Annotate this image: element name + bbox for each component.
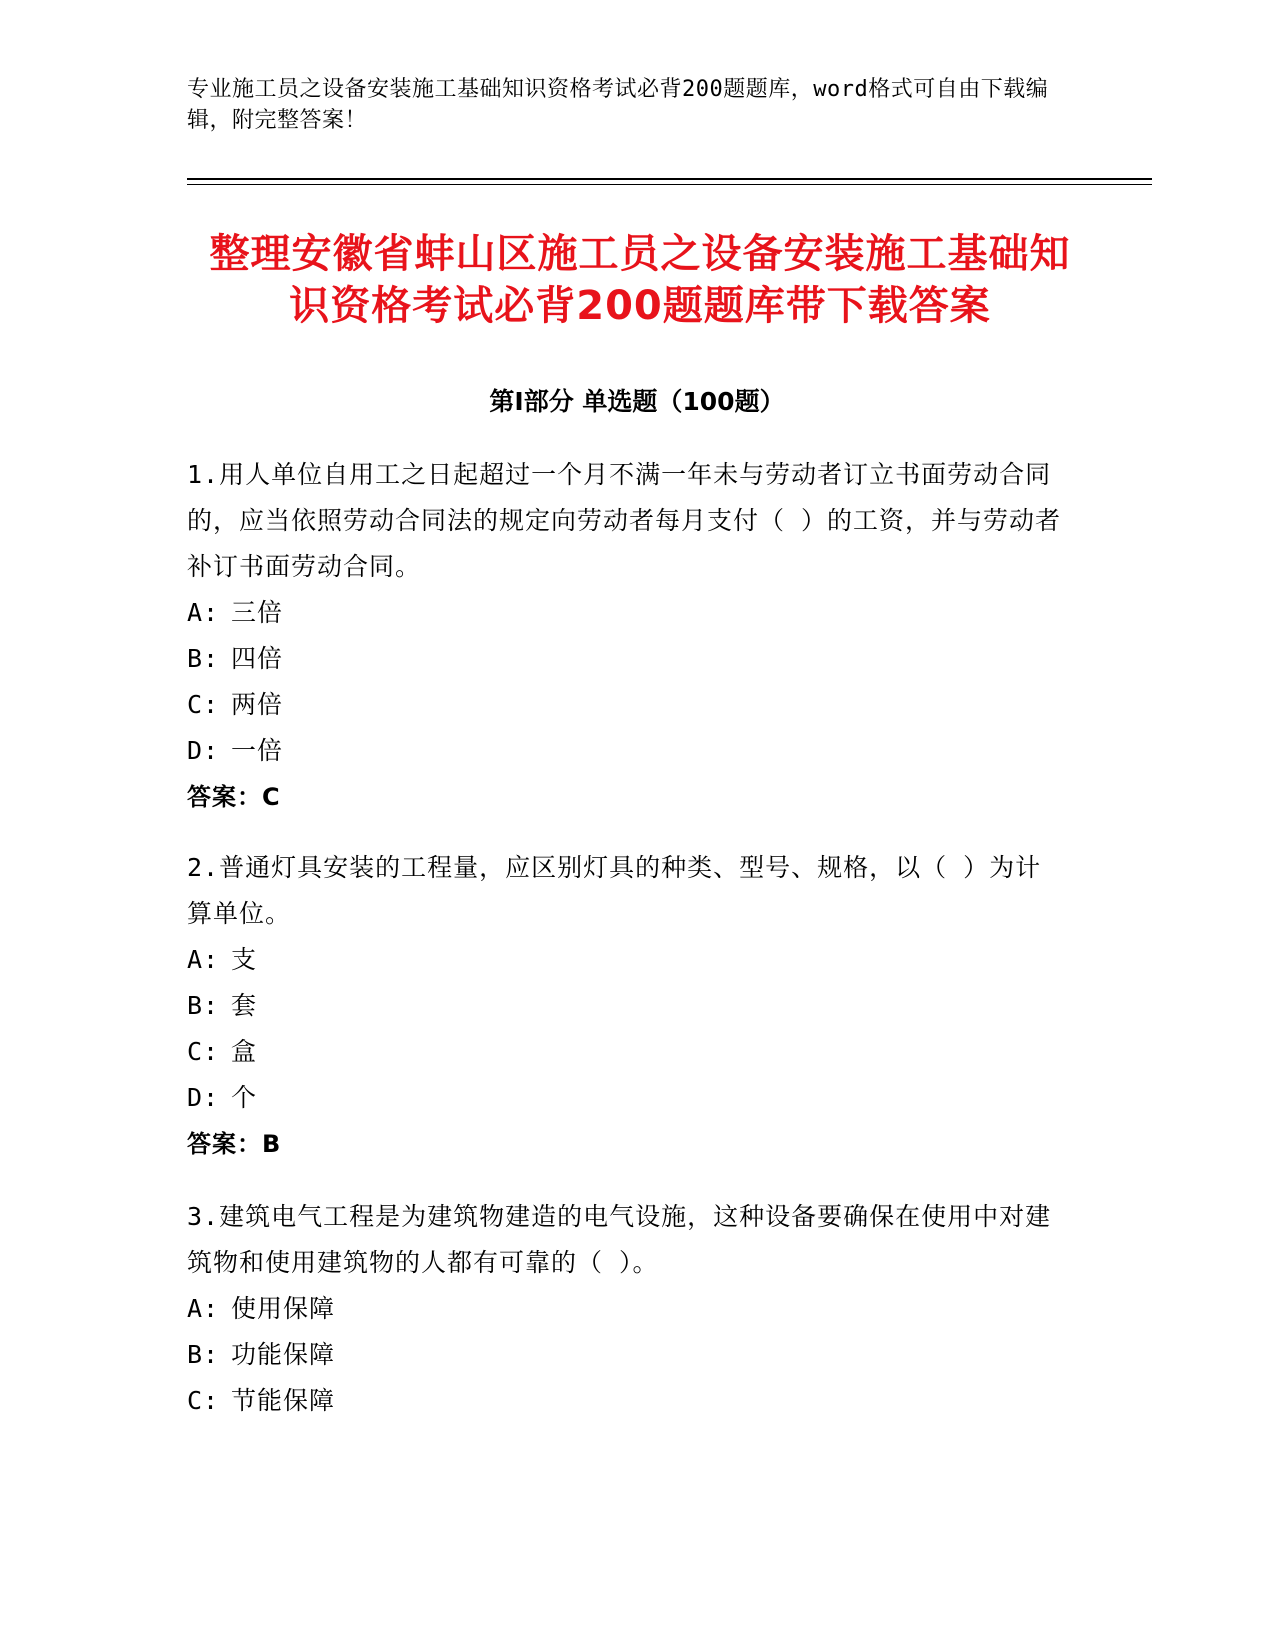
option-letter: C:	[187, 690, 220, 719]
option-letter: C:	[187, 1037, 220, 1066]
question-1	[187, 452, 1067, 820]
option-text: 两倍	[231, 690, 284, 719]
option-text: 个	[231, 1083, 258, 1112]
answer-line: 答案：B	[187, 1130, 282, 1158]
option-a	[187, 1286, 1067, 1332]
header-divider-thin	[187, 184, 1152, 185]
option-b	[187, 636, 1067, 682]
question-2	[187, 845, 1067, 1167]
option-letter: C:	[187, 1386, 220, 1415]
section-heading: 第Ⅰ部分 单选题（100题）	[489, 387, 785, 416]
document-title: 整理安徽省蚌山区施工员之设备安装施工基础知识资格考试必背200题题库带下载答案	[209, 231, 1071, 329]
option-text: 盒	[231, 1037, 258, 1066]
answer-line: 答案：C	[187, 783, 281, 811]
option-text: 节能保障	[231, 1386, 336, 1415]
option-letter: A:	[187, 945, 220, 974]
question-stem: 1.用人单位自用工之日起超过一个月不满一年未与劳动者订立书面劳动合同的，应当依照劳动合同法的规定向劳动者每月支付（ ）的工资，并与劳动者补订书面劳动合同。	[187, 460, 1062, 581]
option-text: 支	[231, 945, 258, 974]
option-text: 使用保障	[231, 1294, 336, 1323]
option-letter: D:	[187, 736, 220, 765]
option-text: 三倍	[231, 598, 284, 627]
option-d	[187, 1075, 1067, 1121]
option-letter: B:	[187, 1340, 220, 1369]
option-text: 功能保障	[231, 1340, 336, 1369]
option-letter: B:	[187, 991, 220, 1020]
option-c	[187, 1378, 1067, 1424]
option-b	[187, 1332, 1067, 1378]
option-c	[187, 1029, 1067, 1075]
option-letter: B:	[187, 644, 220, 673]
header-note: 专业施工员之设备安装施工基础知识资格考试必背200题题库，word格式可自由下载编辑，附完整答案！	[187, 77, 1049, 133]
option-letter: A:	[187, 1294, 220, 1323]
question-stem: 2.普通灯具安装的工程量，应区别灯具的种类、型号、规格，以（ ）为计算单位。	[187, 853, 1042, 928]
option-text: 套	[231, 991, 258, 1020]
option-d	[187, 728, 1067, 774]
option-b	[187, 983, 1067, 1029]
header-divider-thick	[187, 178, 1152, 180]
option-letter: A:	[187, 598, 220, 627]
option-text: 一倍	[231, 736, 284, 765]
question-stem: 3.建筑电气工程是为建筑物建造的电气设施，这种设备要确保在使用中对建筑物和使用建筑物的人都有可靠的（ ）。	[187, 1202, 1052, 1277]
question-3	[187, 1194, 1067, 1424]
option-a	[187, 590, 1067, 636]
option-letter: D:	[187, 1083, 220, 1112]
option-text: 四倍	[231, 644, 284, 673]
option-a	[187, 937, 1067, 983]
option-c	[187, 682, 1067, 728]
